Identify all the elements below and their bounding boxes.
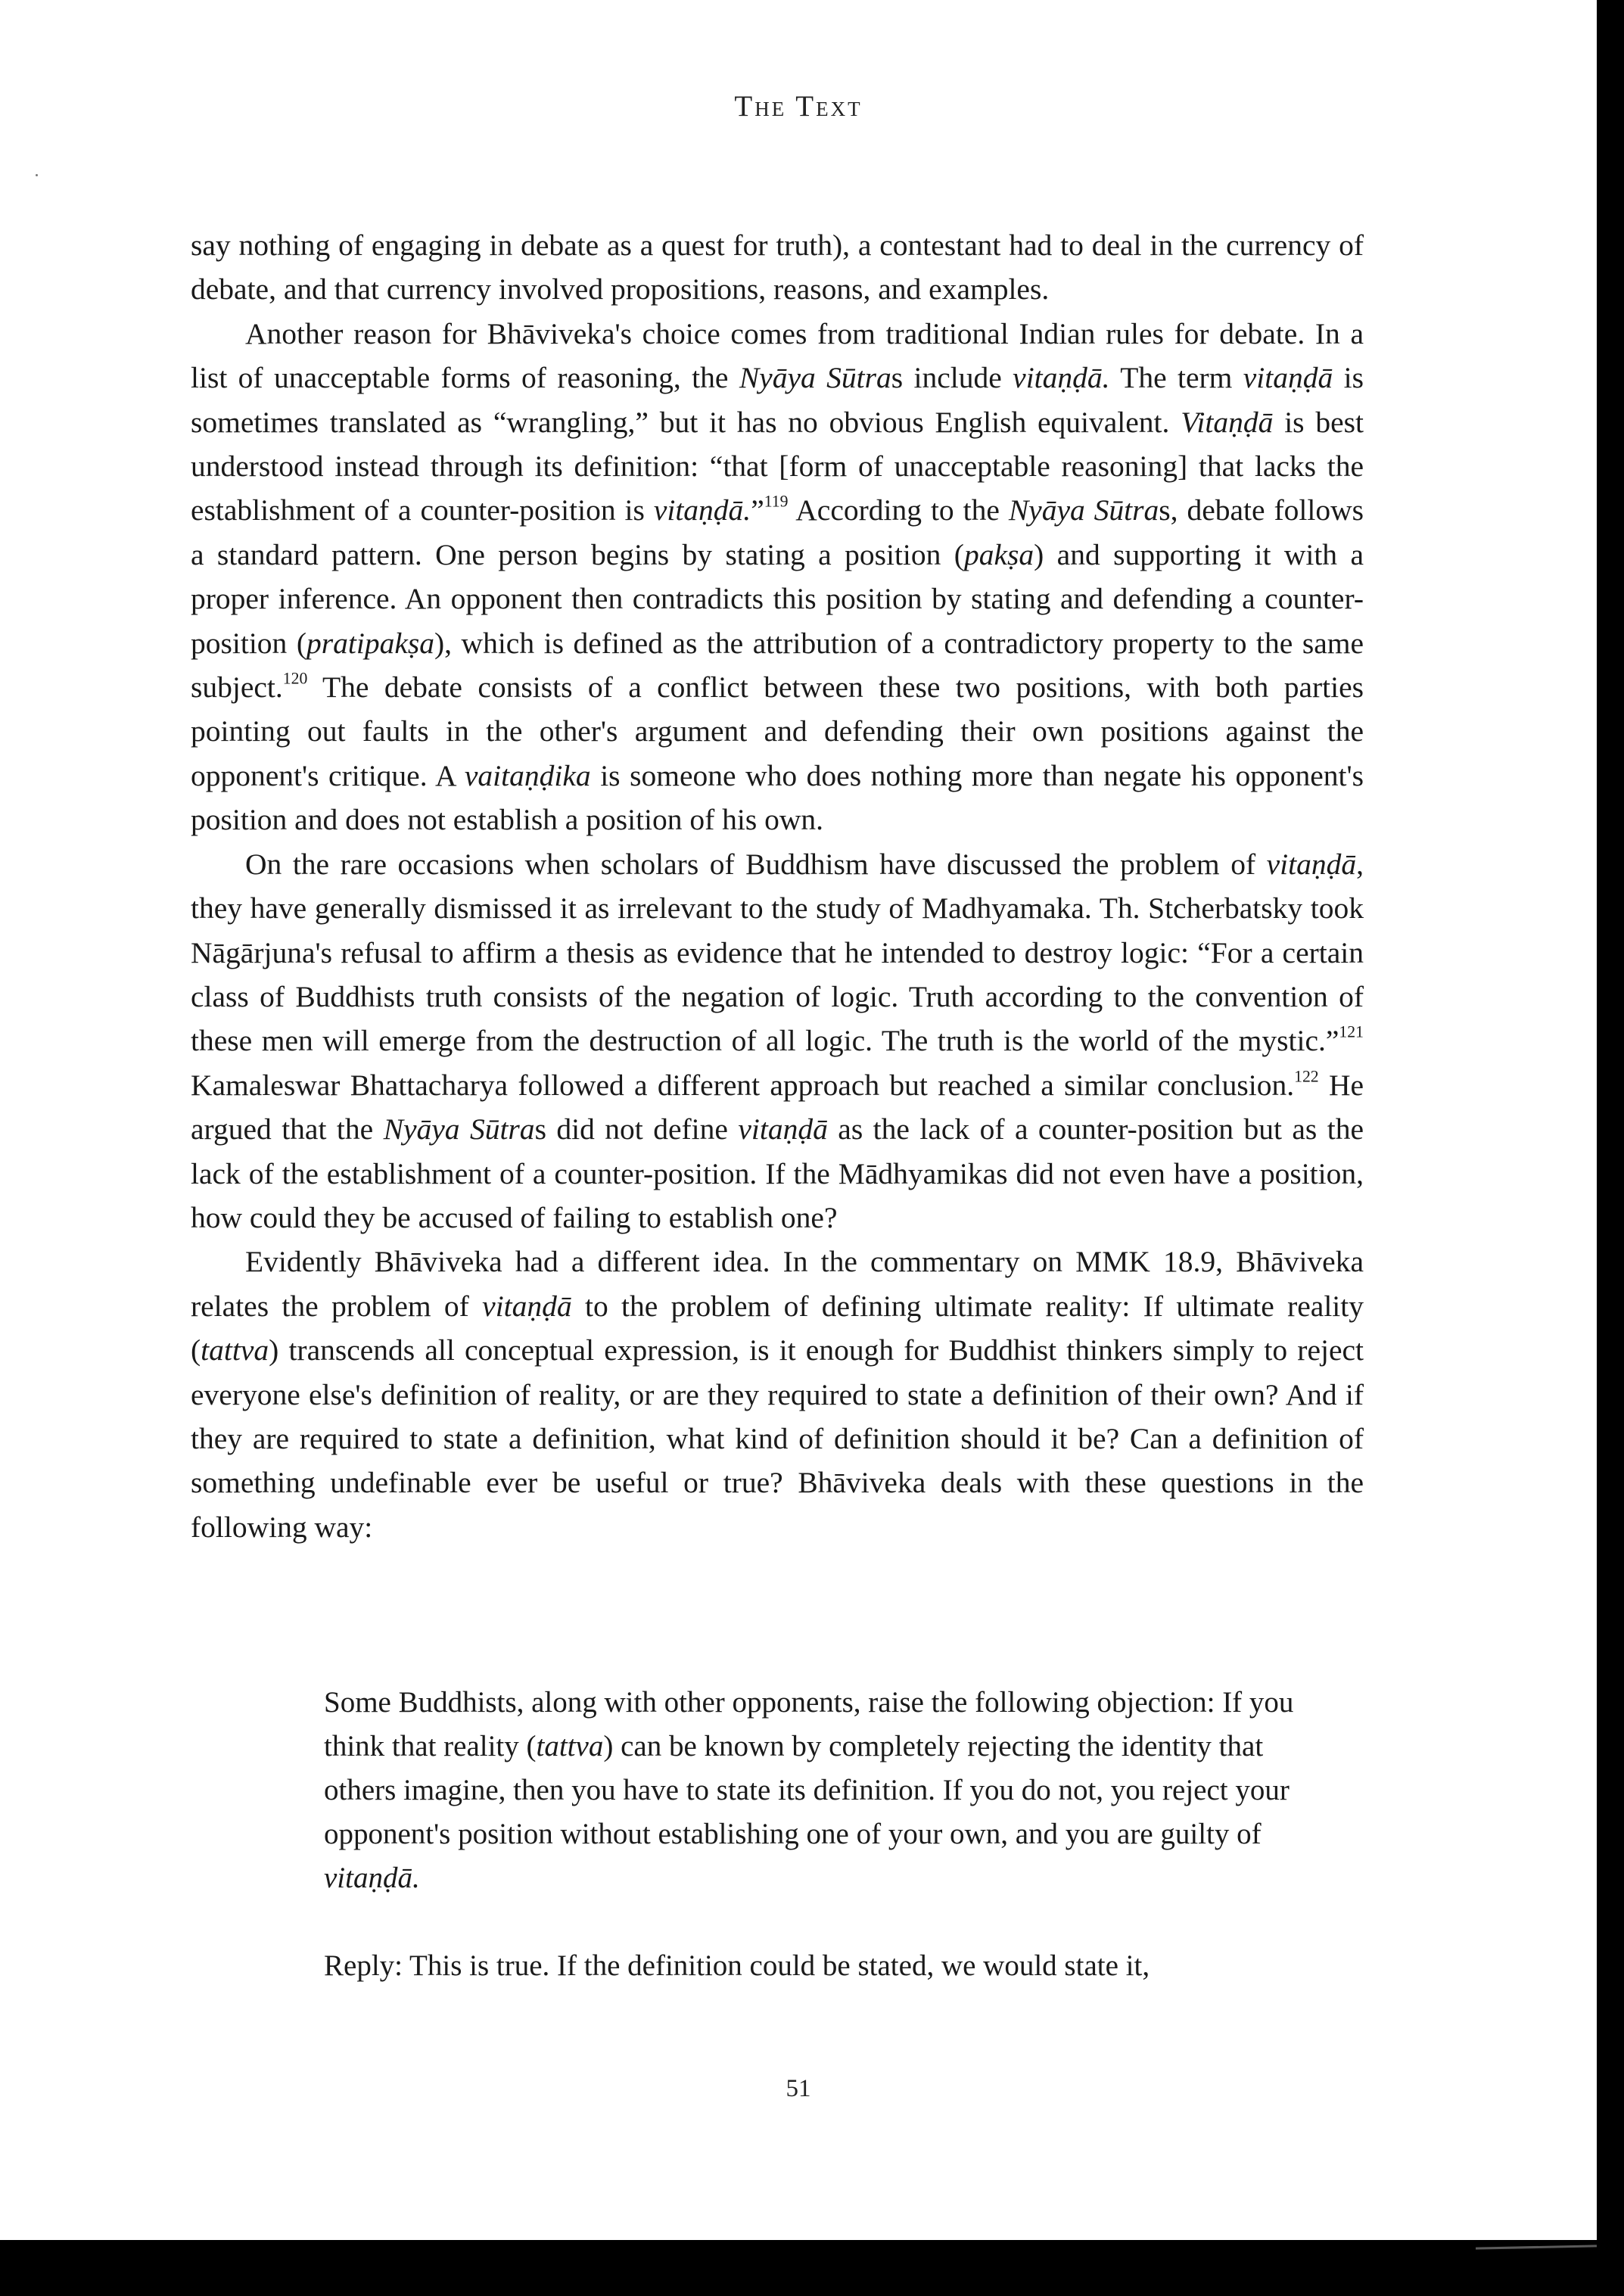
italic-term: vitaṇḍā. [653,493,751,527]
page-number: 51 [786,2075,811,2102]
paragraph-4: Evidently Bhāviveka had a different idea. In the commentary on MMK 18.9, Bhāviveka relates the problem of vitaṇḍā to the problem of defining ultimate reality: If ultimate reality (tattva) transcends all conceptual expression, is it enough for Buddhist thinkers simply to reject everyone else's definition of reality, or are they required to state a definition of their own? And if they are required to state a definition, what kind of definition should it be? Can a definition of something undefinable ever be useful or true? Bhāviveka deals with these questions in the following way: [191,1245,1364,1544]
italic-term: Nyāya Sūtra [383,1112,535,1146]
scan-edge-highlight [1476,2245,1597,2249]
italic-term: tattva [201,1333,269,1367]
footnote-ref: 121 [1339,1022,1364,1041]
italic-term: vitaṇḍā. [324,1862,420,1894]
quote-paragraph-2: Reply: This is true. If the definition could be stated, we would state it, [324,1949,1150,1982]
block-quote [324,1681,1308,2032]
footnote-ref: 122 [1294,1067,1319,1086]
italic-term: Nyāya Sūtra [739,361,891,395]
paragraph-3: On the rare occasions when scholars of Buddhism have discussed the problem of vitaṇḍā, they have generally dismissed it as irrelevant to the study of Madhyamaka. Th. Stcherbatsky took Nāgārjuna's refusal to affirm a thesis as evidence that he intended to destroy logic: “For a certain class of Buddhists truth consists of the negation of logic. Truth according to the convention of these men will emerge from the destruction of all logic. The truth is the world of the mystic.”$^{121}$ Kamaleswar Bhattacharya followed a different approach but reached a similar conclusion.$^{122}$ He argued that the Nyāya Sūtras did not define vitaṇḍā as the lack of a counter-position but as the lack of the establishment of a counter-position. If the Mādhyamikas did not even have a position, how could they be accused of failing to establish one? [191,847,1364,1234]
scan-border-right [1597,0,1624,2296]
quote-paragraph-1: Some Buddhists, along with other opponents, raise the following objection: If you think that reality (tattva) can be known by completely rejecting the identity that others imagine, then you have to state its definition. If you do not, you reject your opponent's position without establishing one of your own, and you are guilty of vitaṇḍā. [324,1686,1294,1894]
footnote-ref: 120 [282,669,308,688]
italic-term: vitaṇḍā. [1013,361,1110,395]
footnote-ref: 119 [764,493,789,512]
italic-term: tattva [536,1730,604,1762]
italic-term: vitaṇḍā [1266,847,1357,881]
scan-border-bottom [0,2240,1624,2296]
italic-term: vitaṇḍā [482,1289,572,1323]
italic-term: Vitaṇḍā [1181,405,1274,439]
italic-term: pakṣa [963,537,1034,571]
paragraph-2: Another reason for Bhāviveka's choice comes from traditional Indian rules for debate. In a list of unacceptable forms of reasoning, the Nyāya Sūtras include vitaṇḍā. The term vitaṇḍā is sometimes translated as “wrangling,” but it has no obvious English equivalent. Vitaṇḍā is best understood instead through its definition: “that [form of unacceptable reasoning] that lacks the establishment of a counter-position is vitaṇḍā.”$^{119}$ According to the Nyāya Sūtras, debate follows a standard pattern. One person begins by stating a position (pakṣa) and supporting it with a proper inference. An opponent then contradicts this position by stating and defending a counter-position (pratipakṣa), which is defined as the attribution of a contradictory property to the same subject.$^{120}$ The debate consists of a conflict between these two positions, with both parties pointing out faults in the other's argument and defending their own positions against the opponent's critique. A vaitaṇḍika is someone who does nothing more than negate his opponent's position and does not establish a position of his own. [191,316,1364,837]
italic-term: vitaṇḍā [1243,361,1333,395]
paragraph-1: say nothing of engaging in debate as a quest for truth), a contestant had to deal in the currency of debate, and that currency involved propositions, reasons, and examples. [191,229,1364,306]
italic-term: vaitaṇḍika [464,758,591,792]
italic-term: pratipakṣa [306,626,434,660]
italic-term: vitaṇḍā [738,1112,828,1146]
running-head: The Text [734,90,863,123]
italic-term: Nyāya Sūtra [1008,493,1159,527]
body-text [191,223,1364,1549]
scan-speck [36,174,38,176]
